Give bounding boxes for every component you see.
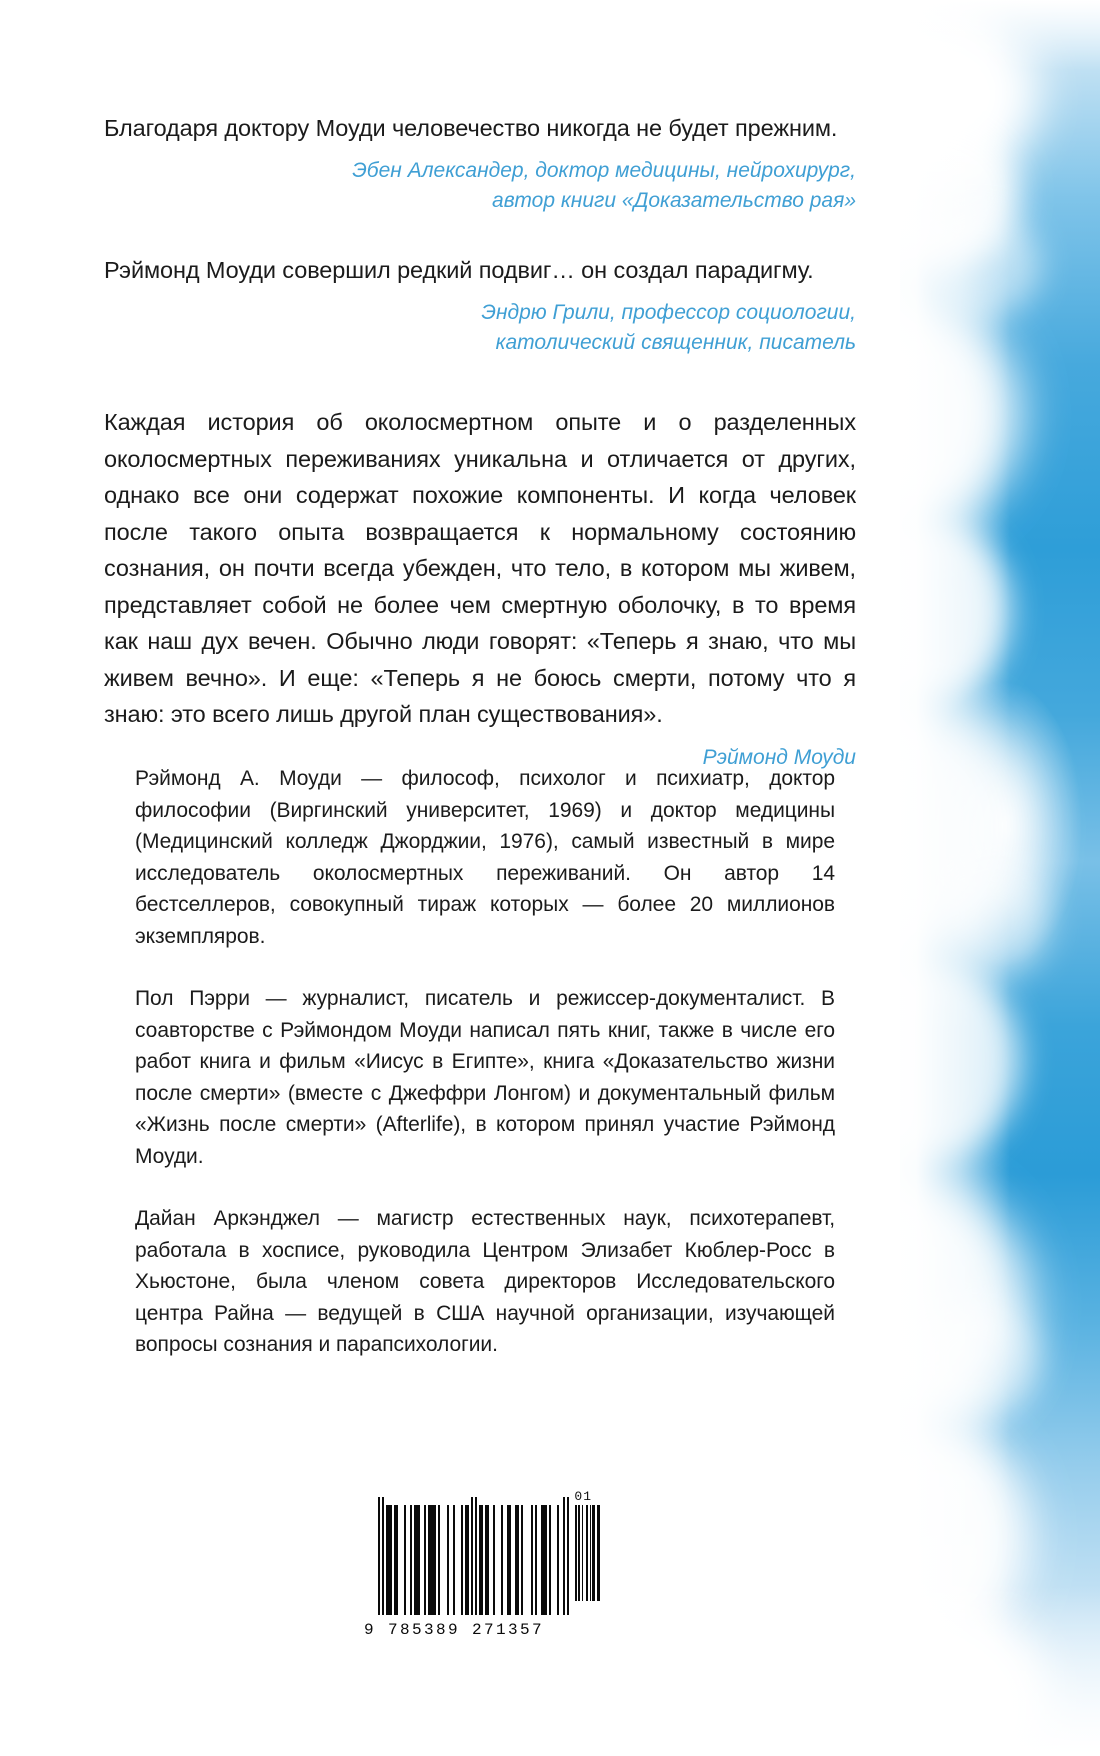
endorsements-block <box>104 112 856 773</box>
author-bios-block <box>135 763 835 1361</box>
author-bio-arcangel: Дайан Аркэнджел — магистр естественных наук, психотерапевт, работала в хосписе, руководила Центром Элизабет Кюблер-Росс в Хьюстоне, была членом совета директоров Исследовательского центра Райна — ведущей в США научной организации, изучающей вопросы сознания и парапсихологии. <box>135 1207 835 1356</box>
main-quote-signature: Рэймонд Моуди <box>702 745 856 769</box>
author-bio-moody: Рэймонд А. Моуди — философ, психолог и психиатр, доктор философии (Виргинский университет, 1969) и доктор медицины (Медицинский колледж Джорджии, 1976), самый известный в мире исследователь околосмертных переживаний. Он автор 14 бестселлеров, совокупный тираж которых — более 20 миллионов экземпляров. <box>135 767 835 948</box>
isbn-barcode <box>364 1489 598 1679</box>
endorsement-1 <box>104 112 856 216</box>
attribution-line: католический священник, писатель <box>495 331 856 354</box>
barcode-digits: 9 785389 271357 <box>364 1621 545 1639</box>
endorsement-quote: Рэймонд Моуди совершил редкий подвиг… он создал парадигму. <box>104 257 814 283</box>
main-quote-text: Каждая история об околосмертном опыте и о разделенных околосмертных переживаниях уникальна и отличается от других, однако все они содержат похожие компоненты. И когда человек после такого опыта возвращается к нормальному состоянию сознания, он почти всегда убежден, что тело, в котором мы живем, представляет собой не более чем смертную оболочку, в то время как наш дух вечен. Обычно люди говорят: «Теперь я знаю, что мы живем вечно». И еще: «Теперь я не боюсь смерти, потому что я знаю: это всего лишь другой план существования». <box>104 409 856 727</box>
endorsement-attribution <box>104 156 856 216</box>
author-bio-perry: Пол Пэрри — журналист, писатель и режиссер-документалист. В соавторстве с Рэймондом Моуди написал пять книг, также в числе его работ книга и фильм «Иисус в Египте», книга «Доказательство жизни после смерти» (вместе с Джеффри Лонгом) и документальный фильм «Жизнь после смерти» (Afterlife), в котором принял участие Рэймонд Моуди. <box>135 987 835 1168</box>
barcode-addon-label: 01 <box>574 1489 592 1504</box>
barcode-addon-bar <box>599 1505 600 1601</box>
barcode-bars <box>378 1505 570 1615</box>
barcode-bar <box>567 1497 569 1615</box>
barcode-addon-bars <box>574 1505 600 1601</box>
endorsement-attribution <box>104 298 856 358</box>
endorsement-quote: Благодаря доктору Моуди человечество никогда не будет прежним. <box>104 115 838 141</box>
attribution-line: автор книги «Доказательство рая» <box>492 189 856 212</box>
attribution-line: Эндрю Грили, профессор социологии, <box>481 301 856 324</box>
spacer <box>104 216 856 254</box>
endorsement-2 <box>104 254 856 358</box>
attribution-line: Эбен Александер, доктор медицины, нейрохирург, <box>352 159 856 182</box>
